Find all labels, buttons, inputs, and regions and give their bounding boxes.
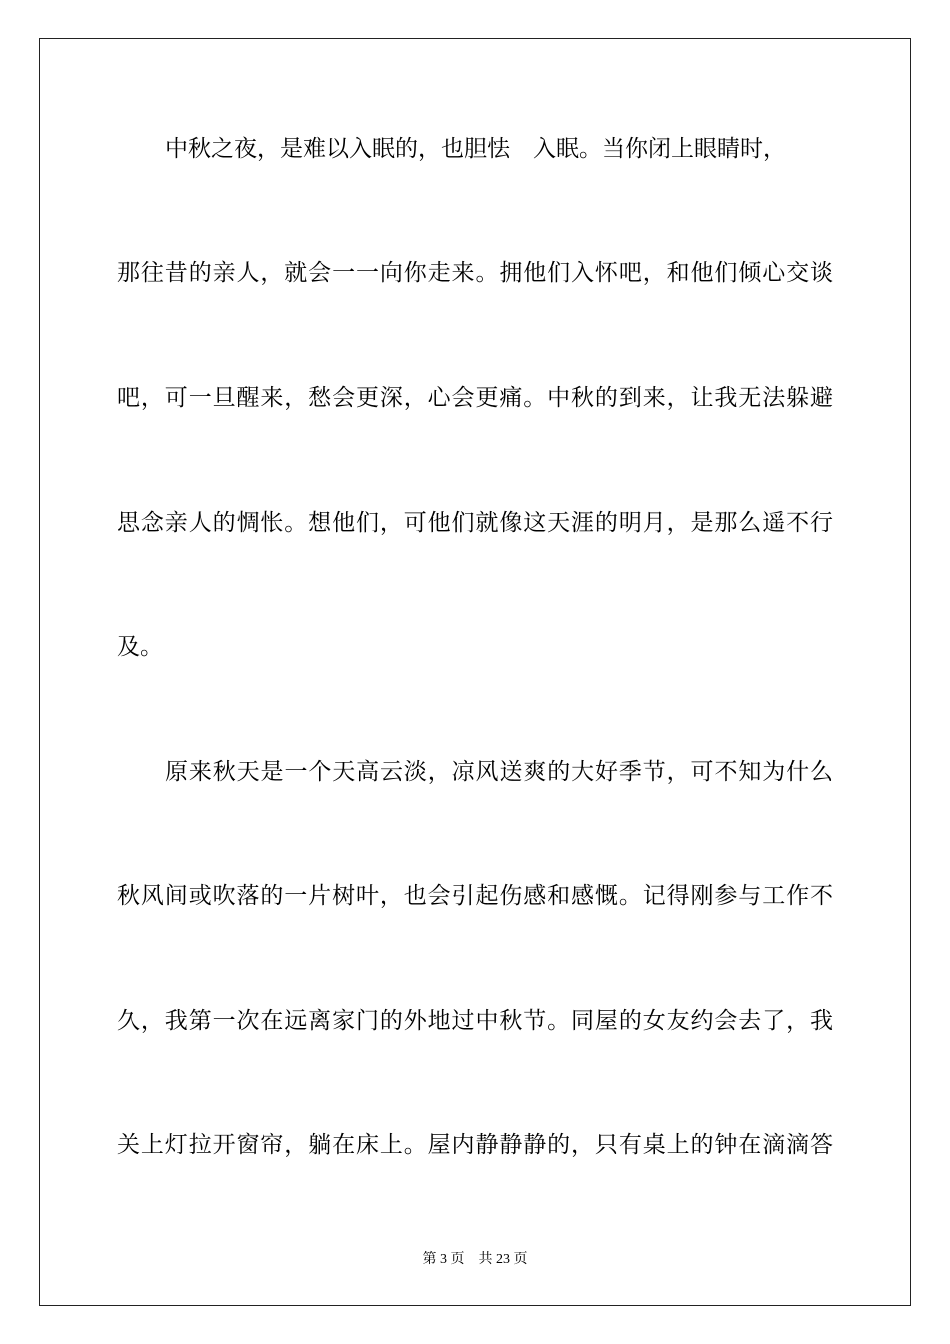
- paragraph-1-line-5: 及。: [117, 634, 163, 660]
- paragraph-1-line-4: 思念亲人的惆怅。想他们，可他们就像这天涯的明月，是那么遥不行: [117, 510, 833, 536]
- page-footer: [0, 1248, 950, 1268]
- paragraph-2-line-1: 原来秋天是一个天高云淡，凉风送爽的大好季节，可不知为什么: [165, 759, 833, 785]
- paragraph-1-line-3: 吧，可一旦醒来，愁会更深，心会更痛。中秋的到来，让我无法躲避: [117, 385, 833, 411]
- page-number-label: 第 3 页 共 23 页: [422, 1252, 528, 1267]
- paragraph-2-line-4: 关上灯拉开窗帘，躺在床上。屋内静静静的，只有桌上的钟在滴滴答: [117, 1132, 833, 1158]
- paragraph-1-line-1: 中秋之夜，是难以入眠的，也胆怯 入眠。当你闭上眼睛时，: [165, 136, 786, 162]
- paragraph-2-line-2: 秋风间或吹落的一片树叶，也会引起伤感和感慨。记得刚参与工作不: [117, 883, 833, 909]
- paragraph-2-line-3: 久，我第一次在远离家门的外地过中秋节。同屋的女友约会去了，我: [117, 1008, 833, 1034]
- page-border: [39, 38, 911, 1306]
- paragraph-1-line-2: 那往昔的亲人，就会一一向你走来。拥他们入怀吧，和他们倾心交谈: [117, 260, 833, 286]
